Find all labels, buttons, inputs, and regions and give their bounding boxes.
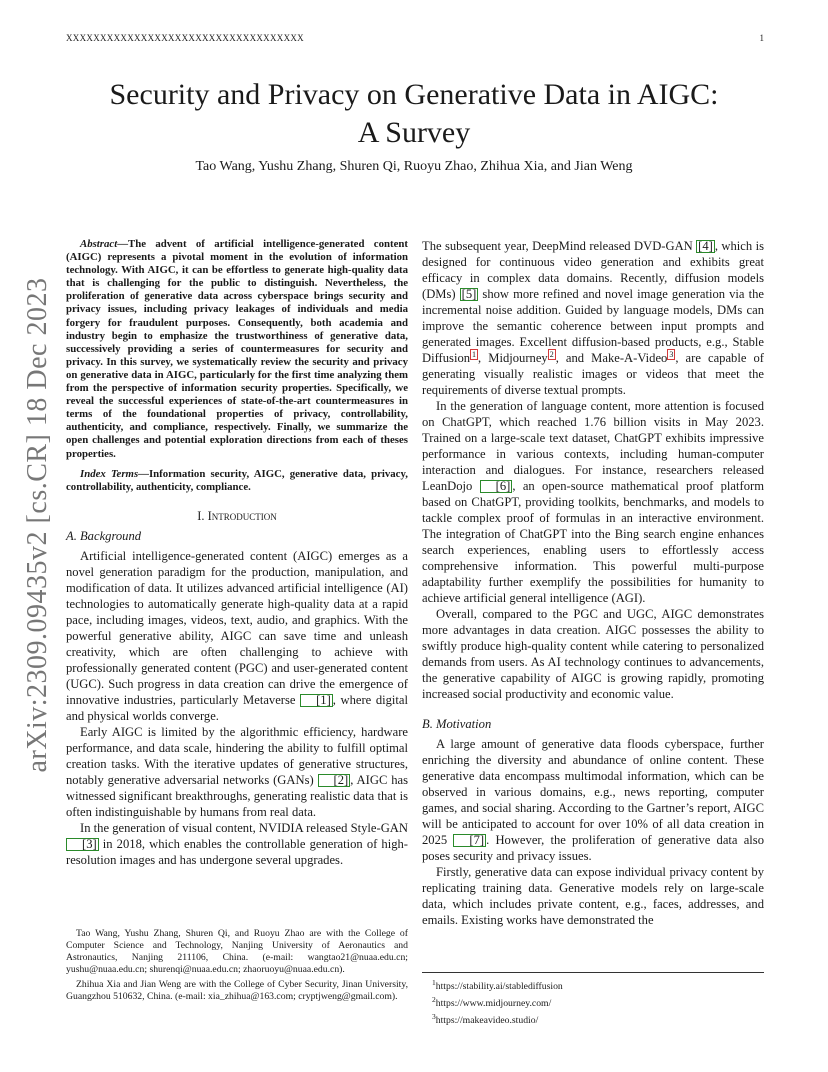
left-column — [66, 238, 408, 868]
right-column — [422, 238, 764, 928]
footnote-item: $^2$https://www.midjourney.com/ — [432, 995, 552, 1010]
footnote-url[interactable]: https://stability.ai/stablediffusion — [435, 981, 563, 993]
footnote-url[interactable]: https://makeavideo.studio/ — [435, 1015, 539, 1027]
arxiv-side-stamp — [18, 277, 58, 773]
subsection-heading-motivation: B. Motivation — [422, 717, 492, 731]
footnote-link[interactable]: 1 — [472, 349, 477, 359]
paragraph: Firstly, generative data can expose individual privacy content by replicating training data. Generative models rely on large-scale data, which includes private content, e.g., faces, addresses, and emails. Existing works have demonstrated the — [422, 865, 764, 927]
author-list: Tao Wang, Yushu Zhang, Shuren Qi, Ruoyu Zhao, Zhihua Xia, and Jian Weng — [195, 159, 633, 174]
title-line-1: Security and Privacy on Generative Data in AIGC: — [109, 78, 719, 111]
paragraph: Artificial intelligence-generated content (AIGC) emerges as a novel generation paradigm for the production, manipulation, and modification of data. It utilizes advanced artificial intelligence (AI) technologies to automatically generate high-quality data at a rapid pace, including images, videos, text, audio, and graphics. With the powerful generative ability, AIGC can save time and unleash creativity, which are often challenging to achieve with professionally generated content (PGC) and user-generated content (UGC). Such progress in data creation can drive the emergence of innovative industries, particularly Metaverse [1] , where digital and physical worlds converge. — [66, 548, 409, 723]
running-header: XXXXXXXXXXXXXXXXXXXXXXXXXXXXXXXXXXX — [66, 33, 304, 43]
abstract-text: —The advent of artificial intelligence-generated content (AIGC) represents a pivotal moment in the evolution of information technology. With AIGC, it can be effortless to generate high-quality data that is challenging for the public to distinguish. Nevertheless, the proliferation of generative data across cyberspace brings security and privacy issues, including privacy leakages of individuals and media forgery for fraudulent purposes. Consequently, both academia and industry begin to emphasize the trustworthiness of generative data, successively providing a series of countermeasures for security and privacy. In this survey, we systematically review the security and privacy on generative data in AIGC, particularly for the first time analyzing them from the perspective of information security properties. Specifically, we reveal the successful experiences of state-of-the-art countermeasures in terms of the foundational properties of privacy, controllability, authenticity, and compliance, respectively. Finally, we summarize the open challenges and potential exploration directions from each of theses properties. — [66, 238, 408, 460]
citation-link[interactable]: [6] — [480, 480, 513, 493]
citation-link[interactable]: [1] — [300, 694, 333, 707]
paragraph: Overall, compared to the PGC and UGC, AIGC demonstrates more advantages in data creation. AIGC possesses the ability to swiftly produce high-quality content while catering to personalized demands from users. As AI technology continues to advancements, the generative capability of AIGC is growing rapidly, promoting increased social productivity and economic value. — [422, 607, 764, 701]
paragraph: In the generation of language content, more attention is focused on ChatGPT, which reached 1.76 billion visits in May 2023. Trained on a large-scale text dataset, ChatGPT exhibits impressive performance in various contexts, including human-computer interaction and dialogues. For instance, researchers released LeanDojo [6] , an open-source mathematical proof platform based on ChatGPT, providing toolkits, benchmarks, and models to tackle complex proof of formulas in an interactive environment. The integration of ChatGPT into the Bing search engine enhances search experiences, enabling users to effortlessly access comprehensive information. This powerful multi-purpose adaptability further exemplify the possibilities for humanity to achieve artificial general intelligence (AGI). — [422, 399, 764, 605]
citation-link[interactable]: [3] — [66, 838, 99, 851]
footnote-url[interactable]: https://www.midjourney.com/ — [435, 998, 552, 1010]
arxiv-id: arXiv:2309.09435v2 [cs.CR] 18 Dec 2023 — [22, 277, 53, 773]
footnote-link[interactable]: 3 — [669, 349, 674, 359]
abstract — [66, 238, 408, 461]
section-heading-introduction: I. Introduction — [197, 508, 277, 523]
page-number: 1 — [759, 33, 764, 43]
index-terms-label: Index Terms — [80, 467, 139, 480]
citation-link[interactable]: [5] — [461, 287, 477, 301]
paragraph: In the generation of visual content, NVIDIA released Style-GAN [3] in 2018, which enables the controllable generation of high-resolution images and has undergone several upgrades. — [66, 820, 408, 867]
footnote-link[interactable]: 2 — [549, 349, 554, 359]
paragraph: A large amount of generative data floods cyberspace, further enriching the diversity and abundance of online content. These generative data encompass multimodal information, which can be observed in various domains, e.g., news reporting, computer games, and social sharing. According to the Gartner’s report, AIGC will be anticipated to account for over 10% of all data creation in 2025 [7] . However, the proliferation of generative data also poses security and privacy issues. — [422, 737, 765, 863]
citation-link[interactable]: [7] — [453, 834, 486, 847]
footnote-item: $^1$https://stability.ai/stablediffusion — [432, 978, 563, 993]
index-terms-text: —Information security, AIGC, generative data, privacy, controllability, authenticity, compliance. — [66, 467, 408, 493]
footnote-item: $^3$https://makeavideo.studio/ — [432, 1012, 539, 1027]
affiliation-b: Zhihua Xia and Jian Weng are with the College of Cyber Security, Jinan University, Guangzhou 510632, China. (e-mail: xia_zhihua@163.com; cryptjweng@gmail.com). — [66, 979, 408, 1002]
paragraph: The subsequent year, DeepMind released DVD-GAN [4] , which is designed for continuous video generation and exhibits great efficacy in complex data domains. Recently, diffusion models (DMs) [5] show more refined and novel image generation via the incremental noise addition. Guided by language models, DMs can improve the semantic coherence between input prompts and generated images. Excellent diffusion-based products, e.g., Stable Diffusion $^1$ , Midjourney $^2$ , and Make-A-Video $^3$ , are capable of generating visually realistic images or videos that meet the requirements of diverse textual prompts. — [422, 239, 764, 397]
url-footnotes — [422, 972, 764, 1029]
index-terms — [66, 468, 408, 494]
citation-link[interactable]: [4] — [698, 239, 713, 253]
title-line-2: A Survey — [357, 116, 471, 149]
subsection-heading-background: A. Background — [66, 528, 142, 543]
affiliation-footnote — [66, 928, 408, 1006]
affiliation-a: Tao Wang, Yushu Zhang, Shuren Qi, and Ruoyu Zhao are with the College of Computer Science and Technology, Nanjing University of Aeronautics and Astronautics, Nanjing 211106, China. (e-mail: wangtao21@nuaa.edu.cn; yushu@nuaa.edu.cn; shurenqi@nuaa.edu.cn; zhaoruoyu@nuaa.edu.cn). — [66, 928, 408, 975]
paper-title — [0, 76, 828, 152]
citation-link[interactable]: [2] — [318, 774, 351, 787]
paragraph: Early AIGC is limited by the algorithmic efficiency, hardware performance, and data scale, hindering the ability to fulfill optimal creation tasks. With the iterative updates of generative structures, notably generative adversarial networks (GANs) [2] , AIGC has witnessed significant breakthroughs, generating realistic data that is often indistinguishable by humans from real data. — [66, 724, 408, 819]
abstract-label: Abstract — [80, 238, 118, 250]
